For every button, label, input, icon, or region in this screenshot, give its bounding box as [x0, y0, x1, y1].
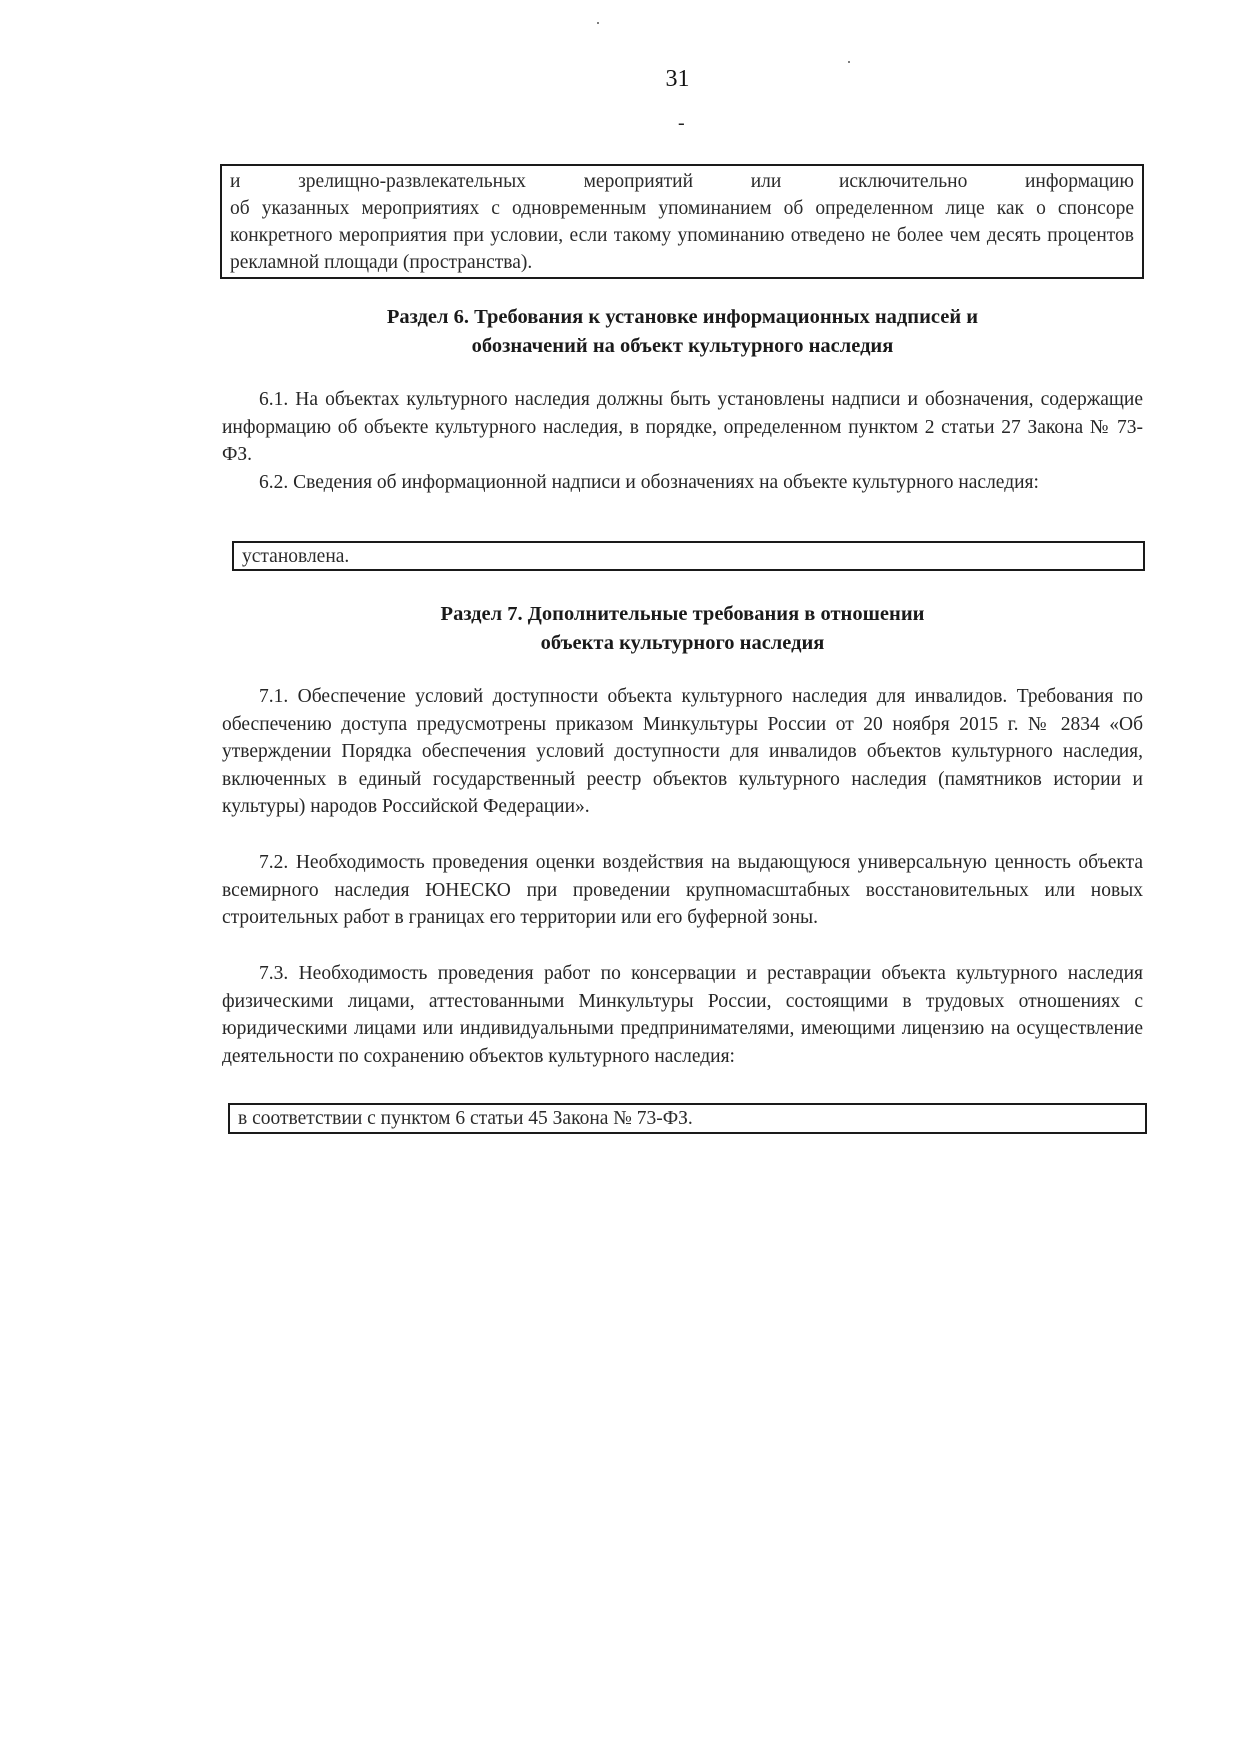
- section-6-value-box: [232, 541, 1145, 571]
- paragraph-6-1: 6.1. На объектах культурного наследия должны быть установлены надписи и обозначения, содержащие информацию об объекте культурного наследия, в порядке, определенном пунктом 2 статьи 27 Закона № 73-ФЗ.: [222, 389, 1143, 466]
- paragraph-7-1: 7.1. Обеспечение условий доступности объекта культурного наследия для инвалидов. Требования по обеспечению доступа предусмотрены приказом Минкультуры России от 20 ноября 2015 г. № 2834 «Об утверждении Порядка обеспечения условий доступности для инвалидов объектов культурного наследия, включенных в единый государственный реестр объектов культурного наследия (памятников истории и культуры) народов Российской Федерации».: [222, 686, 1143, 818]
- paragraph-6-2: 6.2. Сведения об информационной надписи и обозначениях на объекте культурного наследия:: [259, 472, 1039, 493]
- section-7-value-box: [228, 1103, 1147, 1134]
- scan-speck: [848, 61, 850, 63]
- page-number: 31: [665, 66, 690, 92]
- continuation-text-box: [220, 164, 1144, 279]
- section-6-value: установлена.: [242, 546, 350, 567]
- section-7-value: в соответствии с пунктом 6 статьи 45 Закона № 73-ФЗ.: [238, 1108, 693, 1129]
- section-7-heading-line-2: объекта культурного наследия: [540, 632, 825, 654]
- scan-speck: [597, 22, 599, 24]
- page-number-dash: -: [678, 112, 685, 134]
- section-6-heading-line-1: Раздел 6. Требования к установке информационных надписей и: [386, 306, 979, 328]
- paragraph-7-2: 7.2. Необходимость проведения оценки воздействия на выдающуюся универсальную ценность объекта всемирного наследия ЮНЕСКО при проведении крупномасштабных восстановительных или новых строительных работ в границах его территории или его буферной зоны.: [222, 852, 1143, 929]
- continuation-line-rest: об указанных мероприятиях с одновременным упоминанием об определенном лице как о спонсоре конкретного мероприятия при условии, если такому упоминанию отведено не более чем десять процентов рекламной площади (пространства).: [230, 198, 1134, 273]
- section-6-heading-line-2: обозначений на объект культурного наследия: [471, 335, 894, 357]
- section-7-heading-line-1: Раздел 7. Дополнительные требования в отношении: [440, 603, 925, 625]
- paragraph-7-3: 7.3. Необходимость проведения работ по консервации и реставрации объекта культурного наследия физическими лицами, аттестованными Минкультуры России, состоящими в трудовых отношениях с юридическими лицами или индивидуальными предпринимателями, имеющими лицензию на осуществление деятельности по сохранению объектов культурного наследия:: [222, 963, 1143, 1067]
- continuation-line-1: и зрелищно-развлекательных мероприятий или исключительно информацию: [230, 171, 1134, 192]
- section-7-heading: [222, 600, 1143, 658]
- section-6-heading: [222, 303, 1143, 361]
